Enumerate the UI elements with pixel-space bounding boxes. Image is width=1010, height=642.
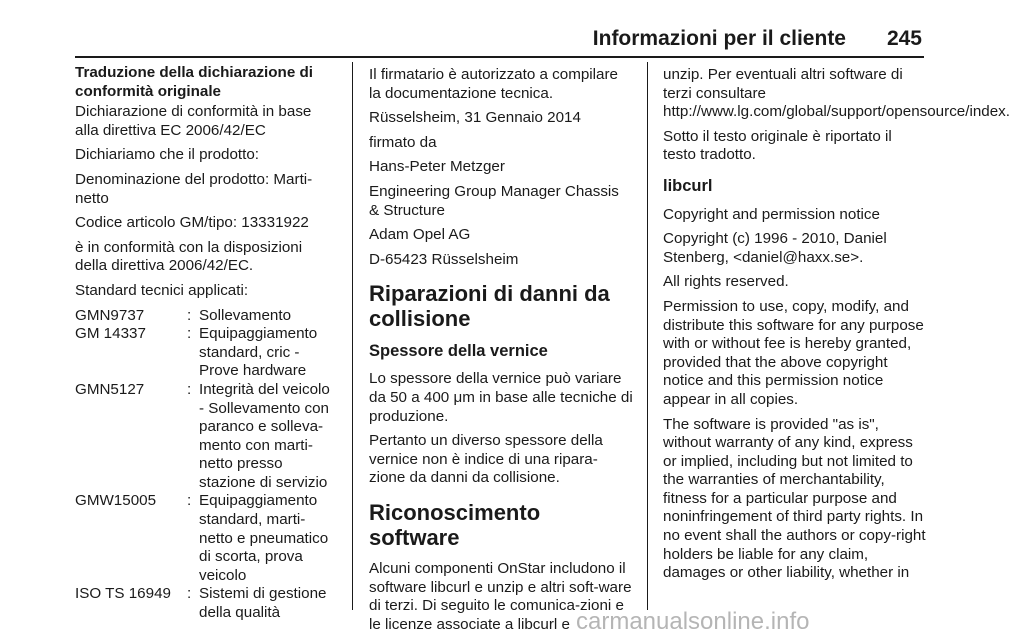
page-title: Informazioni per il cliente xyxy=(592,27,846,50)
standard-code: GM 14337 xyxy=(75,325,146,343)
standard-description: Sollevamento xyxy=(199,306,292,324)
section-heading-translation: Traduzione della dichiarazione di conformità originale xyxy=(75,64,313,100)
paragraph: Rüsselsheim, 31 Gennaio 2014 xyxy=(369,109,581,127)
standard-separator: : xyxy=(187,380,192,398)
subheading-libcurl: libcurl xyxy=(663,176,713,195)
standard-separator: : xyxy=(187,306,192,324)
paragraph: The software is provided "as is", without warranty of any kind, express or implied, including but not limited to the warranties of merchantability, fitness for a particular purpose and noninfringement of third party rights. In no event shall the authors or copy-right holders be liable for any claim, damages or other liability, whether in xyxy=(663,415,926,582)
standard-row xyxy=(75,381,337,493)
standard-code: GMN9737 xyxy=(75,306,145,324)
paragraph: Alcuni componenti OnStar includono il software libcurl e unzip e altri soft-ware di terzi. Di seguito le comunica-zioni e le licenze associate a libcurl e xyxy=(369,559,632,633)
paragraph: Pertanto un diverso spessore della vernice non è indice di una ripara-zione da danni da collisione. xyxy=(369,432,603,487)
column-divider-1 xyxy=(352,62,353,610)
paragraph: Hans-Peter Metzger xyxy=(369,158,505,176)
paragraph: Permission to use, copy, modify, and distribute this software for any purpose with or without fee is hereby granted, provided that the above copyright notice and this permission notice appear in all copies. xyxy=(663,297,924,408)
column-3 xyxy=(663,66,1010,589)
paragraph: unzip. Per eventuali altri software di terzi consultare http://www.lg.com/global/support/opensource/index. xyxy=(663,66,1010,121)
column-2 xyxy=(369,66,633,640)
watermark: carmanualsonline.info xyxy=(576,608,810,635)
paragraph: Codice articolo GM/tipo: 13331922 xyxy=(75,214,309,232)
page-number: 245 xyxy=(886,27,922,50)
standard-code: GMN5127 xyxy=(75,380,145,398)
section-heading-collision: Riparazioni di danni da collisione xyxy=(369,281,610,332)
page-header xyxy=(0,0,960,56)
paragraph: è in conformità con la disposizioni della direttiva 2006/42/EC. xyxy=(75,238,303,275)
paragraph: Dichiariamo che il prodotto: xyxy=(75,146,260,164)
standard-row xyxy=(75,325,337,381)
header-divider xyxy=(75,56,924,58)
paragraph: Standard tecnici applicati: xyxy=(75,281,249,299)
paragraph: All rights reserved. xyxy=(663,273,789,291)
paragraph: Lo spessore della vernice può variare da 50 a 400 μm in base alle tecniche di produzione. xyxy=(369,370,633,425)
standard-separator: : xyxy=(187,585,192,603)
standard-row xyxy=(75,585,337,622)
paragraph: Sotto il testo originale è riportato il testo tradotto. xyxy=(663,127,892,164)
paragraph: D-65423 Rüsselsheim xyxy=(369,250,519,268)
standard-description: Integrità del veicolo - Sollevamento con paranco e solleva-mento con marti-netto presso stazione di servizio xyxy=(199,380,330,491)
standard-separator: : xyxy=(187,325,192,343)
standard-separator: : xyxy=(187,492,192,510)
standard-code: GMW15005 xyxy=(75,492,157,510)
paragraph: Dichiarazione di conformità in base alla direttiva EC 2006/42/EC xyxy=(75,103,312,139)
paragraph: Copyright (c) 1996 - 2010, Daniel Stenberg, <daniel@haxx.se>. xyxy=(663,230,887,266)
standard-row xyxy=(75,492,337,585)
paragraph: Copyright and permission notice xyxy=(663,205,880,223)
standards-table xyxy=(75,307,337,623)
standard-row xyxy=(75,307,337,326)
paragraph: Adam Opel AG xyxy=(369,226,471,244)
standard-description: Equipaggiamento standard, cric - Prove hardware xyxy=(199,325,318,380)
standard-description: Equipaggiamento standard, marti-netto e pneumatico di scorta, prova veicolo xyxy=(199,492,329,584)
column-divider-2 xyxy=(647,62,648,610)
paragraph: Il firmatario è autorizzato a compilare la documentazione tecnica. xyxy=(369,66,619,102)
standard-description: Sistemi di gestione della qualità xyxy=(199,585,327,622)
subheading-paint: Spessore della vernice xyxy=(369,342,548,361)
paragraph: firmato da xyxy=(369,133,437,151)
paragraph: Denominazione del prodotto: Marti-netto xyxy=(75,170,313,207)
section-heading-software: Riconoscimento software xyxy=(369,499,541,550)
column-1 xyxy=(75,64,337,623)
paragraph: Engineering Group Manager Chassis & Structure xyxy=(369,182,619,219)
standard-code: ISO TS 16949 xyxy=(75,585,171,603)
